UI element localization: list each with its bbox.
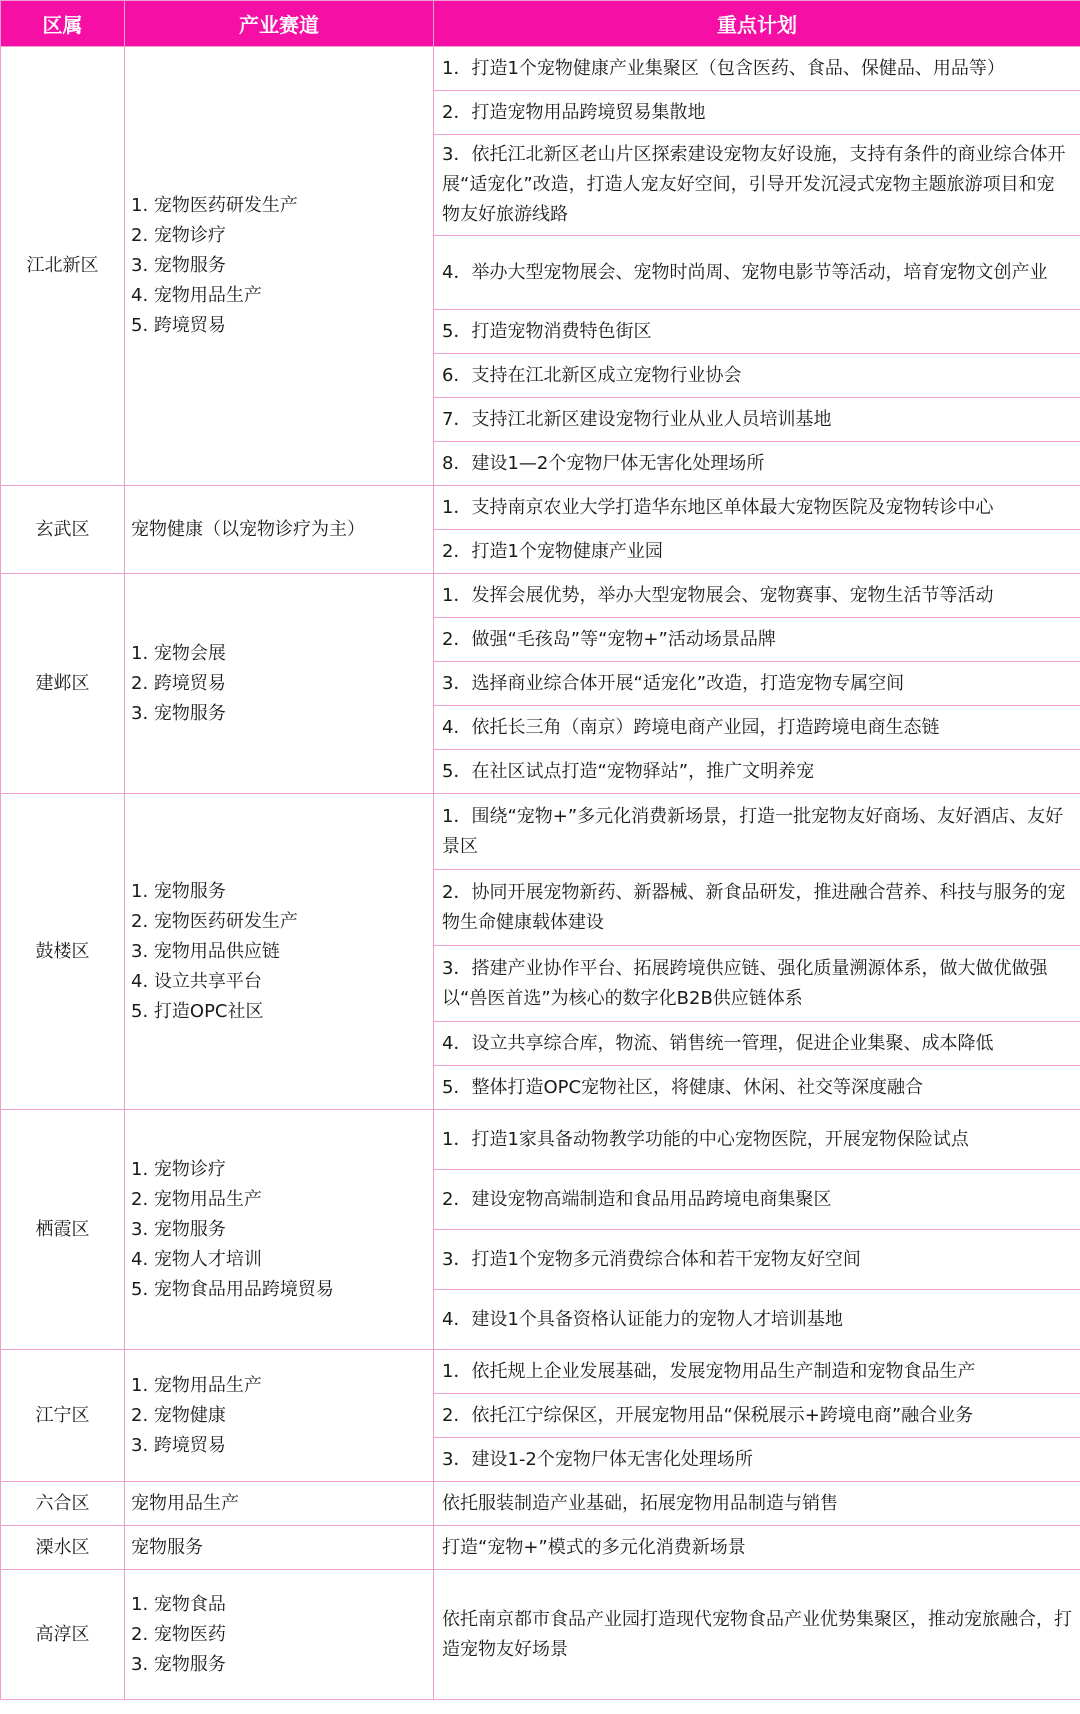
plan-item: 2．打造1个宠物健康产业园 [434, 530, 1080, 574]
track-item: 1. 宠物服务 [131, 880, 226, 902]
track-item: 3. 宠物服务 [131, 1653, 226, 1675]
plan-item: 4．依托长三角（南京）跨境电商产业园，打造跨境电商生态链 [434, 706, 1080, 750]
track-cell [125, 1570, 434, 1700]
plan-item: 6．支持在江北新区成立宠物行业协会 [434, 354, 1080, 398]
plan-item: 1．打造1个宠物健康产业集聚区（包含医药、食品、保健品、用品等） [434, 47, 1080, 91]
plan-item: 3．选择商业综合体开展“适宠化”改造，打造宠物专属空间 [434, 662, 1080, 706]
plan-item: 5．打造宠物消费特色街区 [434, 310, 1080, 354]
track-item: 宠物健康（以宠物诊疗为主） [131, 518, 365, 540]
header-row [1, 1, 1080, 47]
track-item: 3. 宠物服务 [131, 702, 226, 724]
track-item: 1. 宠物诊疗 [131, 1158, 226, 1180]
district-cell: 六合区 [1, 1482, 125, 1526]
track-cell [125, 574, 434, 794]
track-item: 3. 宠物服务 [131, 255, 226, 276]
track-item: 2. 宠物诊疗 [131, 225, 226, 246]
plan-item: 3．搭建产业协作平台、拓展跨境供应链、强化质量溯源体系，做大做优做强以“兽医首选”为核心的数字化B2B供应链体系 [434, 946, 1080, 1022]
plan-item: 3．依托江北新区老山片区探索建设宠物友好设施，支持有条件的商业综合体开展“适宠化”改造，打造人宠友好空间，引导开发沉浸式宠物主题旅游项目和宠物友好旅游线路 [434, 135, 1080, 236]
track-item: 1. 宠物会展 [131, 642, 226, 664]
plan-item: 4．设立共享综合库，物流、销售统一管理，促进企业集聚、成本降低 [434, 1022, 1080, 1066]
plan-item: 2．协同开展宠物新药、新器械、新食品研发，推进融合营养、科技与服务的宠物生命健康载体建设 [434, 870, 1080, 946]
plan-item: 1．打造1家具备动物教学功能的中心宠物医院，开展宠物保险试点 [434, 1110, 1080, 1170]
track-cell [125, 1482, 434, 1526]
plan-item: 7．支持江北新区建设宠物行业从业人员培训基地 [434, 398, 1080, 442]
plan-item: 8．建设1—2个宠物尸体无害化处理场所 [434, 442, 1080, 486]
table-row [1, 1482, 1080, 1526]
plan-item: 2．打造宠物用品跨境贸易集散地 [434, 91, 1080, 135]
track-item: 2. 宠物医药 [131, 1623, 226, 1645]
plan-item: 3．打造1个宠物多元消费综合体和若干宠物友好空间 [434, 1230, 1080, 1290]
track-item: 3. 宠物服务 [131, 1218, 226, 1240]
header-industry-track: 产业赛道 [125, 1, 434, 47]
track-item: 宠物用品生产 [131, 1492, 239, 1514]
track-cell [125, 794, 434, 1110]
plan-item: 4．举办大型宠物展会、宠物时尚周、宠物电影节等活动，培育宠物文创产业 [434, 236, 1080, 310]
header-key-plan: 重点计划 [434, 1, 1080, 47]
track-item: 4. 宠物人才培训 [131, 1248, 262, 1270]
plan-item: 打造“宠物+”模式的多元化消费新场景 [434, 1526, 1080, 1570]
track-item: 1. 宠物食品 [131, 1593, 226, 1615]
plan-item: 5．整体打造OPC宠物社区，将健康、休闲、社交等深度融合 [434, 1066, 1080, 1110]
track-item: 4. 设立共享平台 [131, 970, 262, 992]
track-cell [125, 1526, 434, 1570]
plan-item: 3．建设1-2个宠物尸体无害化处理场所 [434, 1438, 1080, 1482]
track-item: 2. 跨境贸易 [131, 672, 226, 694]
district-cell: 高淳区 [1, 1570, 125, 1700]
track-item: 5. 宠物食品用品跨境贸易 [131, 1278, 334, 1300]
table-row [1, 794, 1080, 870]
track-cell [125, 47, 434, 486]
table-row [1, 1526, 1080, 1570]
district-cell: 玄武区 [1, 486, 125, 574]
plan-item: 2．做强“毛孩岛”等“宠物+”活动场景品牌 [434, 618, 1080, 662]
district-cell: 栖霞区 [1, 1110, 125, 1350]
table-row [1, 47, 1080, 91]
track-item: 5. 打造OPC社区 [131, 1000, 264, 1022]
track-item: 4. 宠物用品生产 [131, 285, 262, 306]
track-item: 3. 跨境贸易 [131, 1434, 226, 1456]
plan-item: 5．在社区试点打造“宠物驿站”，推广文明养宠 [434, 750, 1080, 794]
track-cell [125, 1350, 434, 1482]
track-cell [125, 1110, 434, 1350]
track-item: 1. 宠物用品生产 [131, 1374, 262, 1396]
plan-item: 1．依托规上企业发展基础，发展宠物用品生产制造和宠物食品生产 [434, 1350, 1080, 1394]
plan-item: 依托南京都市食品产业园打造现代宠物食品产业优势集聚区，推动宠旅融合，打造宠物友好场景 [434, 1570, 1080, 1700]
track-item: 3. 宠物用品供应链 [131, 940, 280, 962]
table-row [1, 1570, 1080, 1700]
district-cell: 溧水区 [1, 1526, 125, 1570]
table-row [1, 1350, 1080, 1394]
table-row [1, 1110, 1080, 1170]
header-district: 区属 [1, 1, 125, 47]
district-cell: 江北新区 [1, 47, 125, 486]
track-item: 2. 宠物用品生产 [131, 1188, 262, 1210]
district-cell: 建邺区 [1, 574, 125, 794]
plan-item: 1．围绕“宠物+”多元化消费新场景，打造一批宠物友好商场、友好酒店、友好景区 [434, 794, 1080, 870]
track-item: 2. 宠物医药研发生产 [131, 910, 298, 932]
track-item: 1. 宠物医药研发生产 [131, 195, 298, 216]
district-cell: 江宁区 [1, 1350, 125, 1482]
plan-item: 2．建设宠物高端制造和食品用品跨境电商集聚区 [434, 1170, 1080, 1230]
table-row [1, 574, 1080, 618]
track-cell [125, 486, 434, 574]
table-row [1, 486, 1080, 530]
track-item: 2. 宠物健康 [131, 1404, 226, 1426]
plan-item: 依托服装制造产业基础，拓展宠物用品制造与销售 [434, 1482, 1080, 1526]
plan-item: 1．支持南京农业大学打造华东地区单体最大宠物医院及宠物转诊中心 [434, 486, 1080, 530]
track-item: 宠物服务 [131, 1536, 203, 1558]
track-item: 5. 跨境贸易 [131, 315, 226, 336]
district-cell: 鼓楼区 [1, 794, 125, 1110]
plan-item: 4．建设1个具备资格认证能力的宠物人才培训基地 [434, 1290, 1080, 1350]
plan-item: 2．依托江宁综保区，开展宠物用品“保税展示+跨境电商”融合业务 [434, 1394, 1080, 1438]
plan-item: 1．发挥会展优势，举办大型宠物展会、宠物赛事、宠物生活节等活动 [434, 574, 1080, 618]
